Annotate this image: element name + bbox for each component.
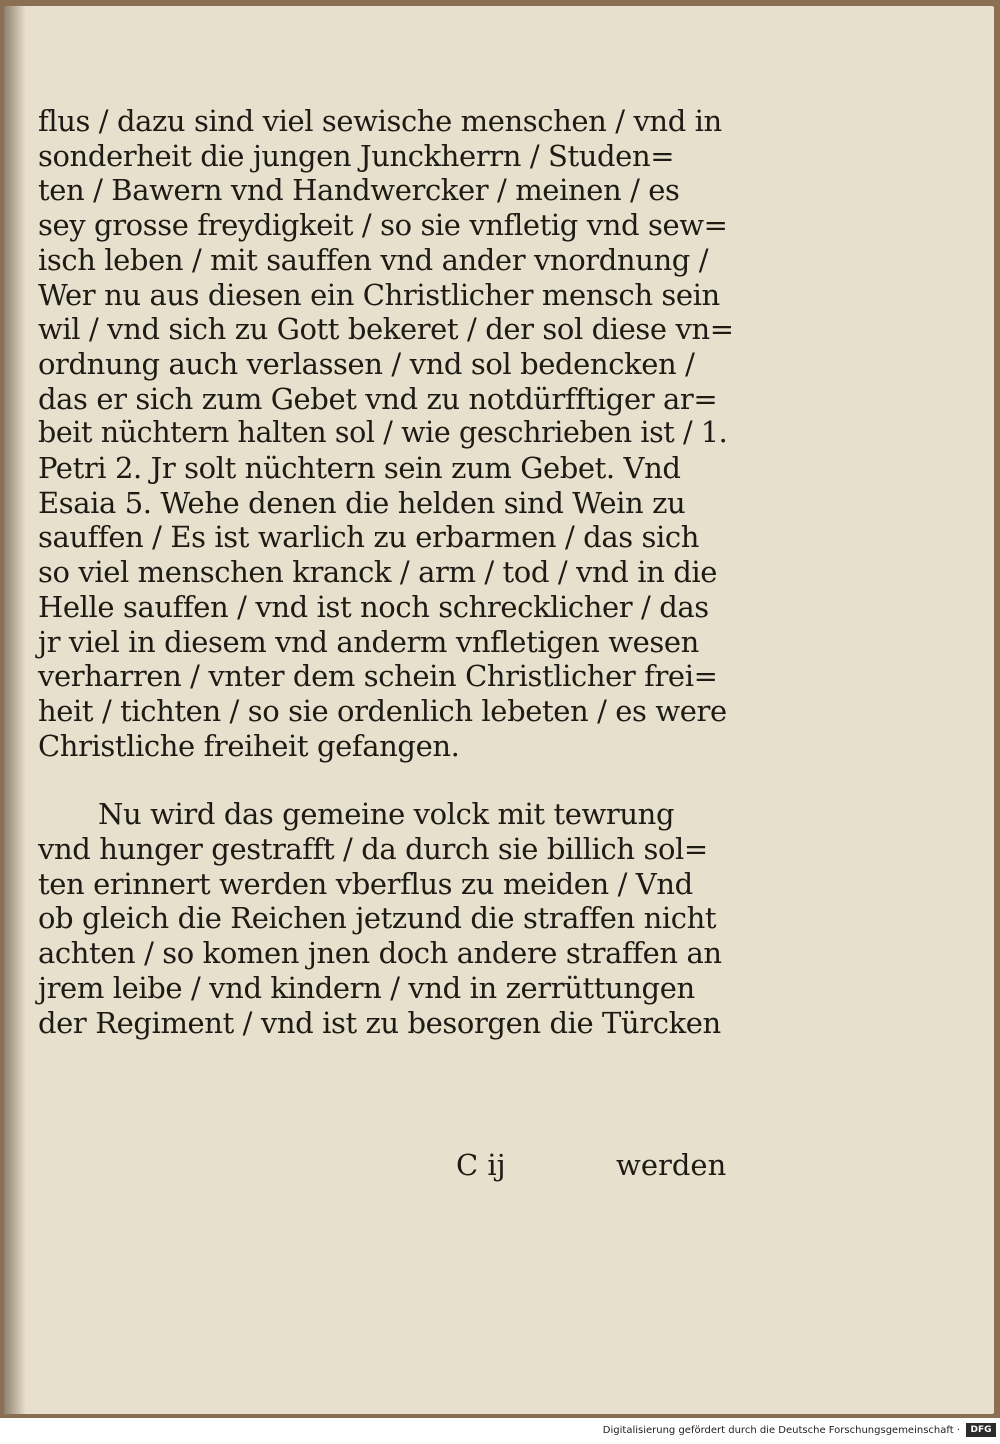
text-line: Nu wird das gemeine volck mit tewrung — [98, 797, 675, 832]
text-line: sey grosse freydigkeit / so sie vnfletig vnd sew= — [38, 208, 728, 243]
book-page — [4, 6, 994, 1414]
catchword: werden — [616, 1148, 727, 1182]
text-line: so viel menschen kranck / arm / tod / vnd in die — [38, 555, 718, 590]
text-line: heit / tichten / so sie ordenlich lebeten / es were — [38, 693, 727, 728]
text-line: jr viel in diesem vnd anderm vnfletigen wesen — [38, 624, 699, 659]
text-line: Christliche freiheit gefangen. — [38, 728, 460, 763]
text-line: verharren / vnter dem schein Christlicher frei= — [38, 659, 718, 694]
text-line: ordnung auch verlassen / vnd sol bedencken / — [38, 346, 695, 381]
text-line: vnd hunger gestrafft / da durch sie billich sol= — [38, 832, 708, 867]
text-line: Esaia 5. Wehe denen die helden sind Wein zu — [38, 485, 686, 520]
text-line: das er sich zum Gebet vnd zu notdürfftiger ar= — [38, 381, 718, 416]
footer-bar — [0, 1418, 1000, 1444]
text-line: sauffen / Es ist warlich zu erbarmen / das sich — [38, 520, 700, 555]
text-line: der Regiment / vnd ist zu besorgen die Türcken — [38, 1005, 721, 1040]
signature-mark: C ij — [456, 1148, 506, 1182]
text-line: sonderheit die jungen Junckherrn / Studen= — [38, 138, 675, 173]
paragraph-gap — [38, 763, 738, 797]
text-line: achten / so komen jnen doch andere straffen an — [38, 936, 722, 971]
text-line: jrem leibe / vnd kindern / vnd in zerrüttungen — [38, 970, 695, 1005]
text-line: flus / dazu sind viel sewische menschen / vnd in — [38, 104, 722, 138]
dfg-logo: DFG — [966, 1423, 996, 1437]
text-line: ob gleich die Reichen jetzund die straffen nicht — [38, 901, 717, 936]
text-line: beit nüchtern halten sol / wie geschrieben ist / 1. — [38, 416, 728, 450]
text-line: wil / vnd sich zu Gott bekeret / der sol diese vn= — [38, 312, 734, 347]
text-line: Petri 2. Jr solt nüchtern sein zum Gebet. Vnd — [38, 451, 681, 486]
binding-shadow — [4, 6, 26, 1414]
text-line: Wer nu aus diesen ein Christlicher mensch sein — [38, 277, 720, 312]
text-line: isch leben / mit sauffen vnd ander vnordnung / — [38, 242, 709, 277]
text-line: Helle sauffen / vnd ist noch schrecklicher / das — [38, 589, 709, 624]
page-text — [38, 104, 738, 1040]
funding-credit: Digitalisierung gefördert durch die Deutsche Forschungsgemeinschaft · — [602, 1425, 960, 1436]
text-line: ten / Bawern vnd Handwercker / meinen / es — [38, 173, 680, 208]
text-line: ten erinnert werden vberflus zu meiden / Vnd — [38, 866, 693, 901]
